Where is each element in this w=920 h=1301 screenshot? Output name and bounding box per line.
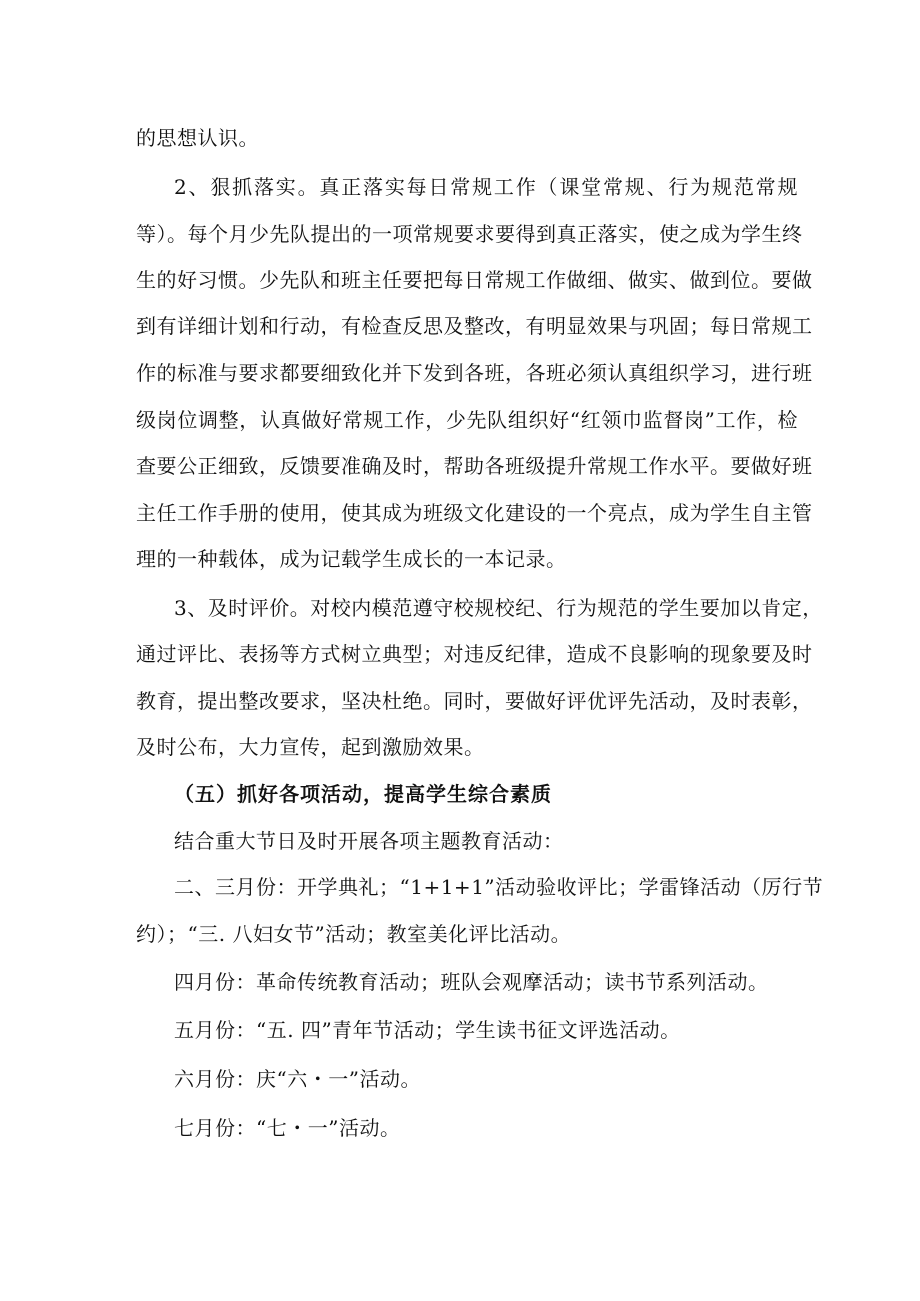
text-line: 四月份：革命传统教育活动；班队会观摩活动；读书节系列活动。	[174, 970, 769, 994]
text-line: 作的标准与要求都要细致化并下发到各班，各班必须认真组织学习，进行班	[136, 361, 813, 385]
text-line: 五月份：“五. 四”青年节活动；学生读书征文评选活动。	[174, 1018, 681, 1042]
text-line: 结合重大节日及时开展各项主题教育活动：	[174, 829, 564, 853]
text-line: 到有详细计划和行动，有检查反思及整改，有明显效果与巩固；每日常规工	[136, 314, 813, 338]
paragraph-2-start: 2、狠抓落实。真正落实每日常规工作（课堂常规、行为规范常规	[174, 175, 798, 199]
text-line: 六月份：庆“六・一”活动。	[174, 1067, 421, 1091]
text-line: 级岗位调整，认真做好常规工作，少先队组织好“红领巾监督岗”工作，检	[136, 408, 798, 432]
text-line: 理的一种载体，成为记载学生成长的一本记录。	[136, 547, 567, 571]
text-line: 七月份：“七・一”活动。	[174, 1116, 401, 1140]
text-line: 等）。每个月少先队提出的一项常规要求要得到真正落实，使之成为学生终	[136, 222, 803, 246]
text-line: 及时公布，大力宣传，起到激励效果。	[136, 735, 485, 759]
text-line: 通过评比、表扬等方式树立典型；对违反纪律，造成不良影响的现象要及时	[136, 642, 813, 666]
paragraph-3-start: 3、及时评价。对校内模范遵守校规校纪、行为规范的学生要加以肯定，	[174, 596, 823, 620]
text-line: 生的好习惯。少先队和班主任要把每日常规工作做细、做实、做到位。要做	[136, 268, 813, 292]
section-heading: （五）抓好各项活动，提高学生综合素质	[174, 782, 552, 806]
text-line: 二、三月份：开学典礼；“1+1+1”活动验收评比；学雷锋活动（厉行节	[174, 875, 824, 899]
text-line: 主任工作手册的使用，使其成为班级文化建设的一个亮点，成为学生自主管	[136, 501, 813, 525]
text-line: 查要公正细致，反馈要准确及时，帮助各班级提升常规工作水平。要做好班	[136, 454, 813, 478]
text-line: 教育，提出整改要求，坚决杜绝。同时，要做好评优评先活动，及时表彰，	[136, 689, 813, 713]
text-line: 的思想认识。	[136, 126, 259, 150]
text-line: 约）；“三. 八妇女节”活动；教室美化评比活动。	[136, 922, 572, 946]
